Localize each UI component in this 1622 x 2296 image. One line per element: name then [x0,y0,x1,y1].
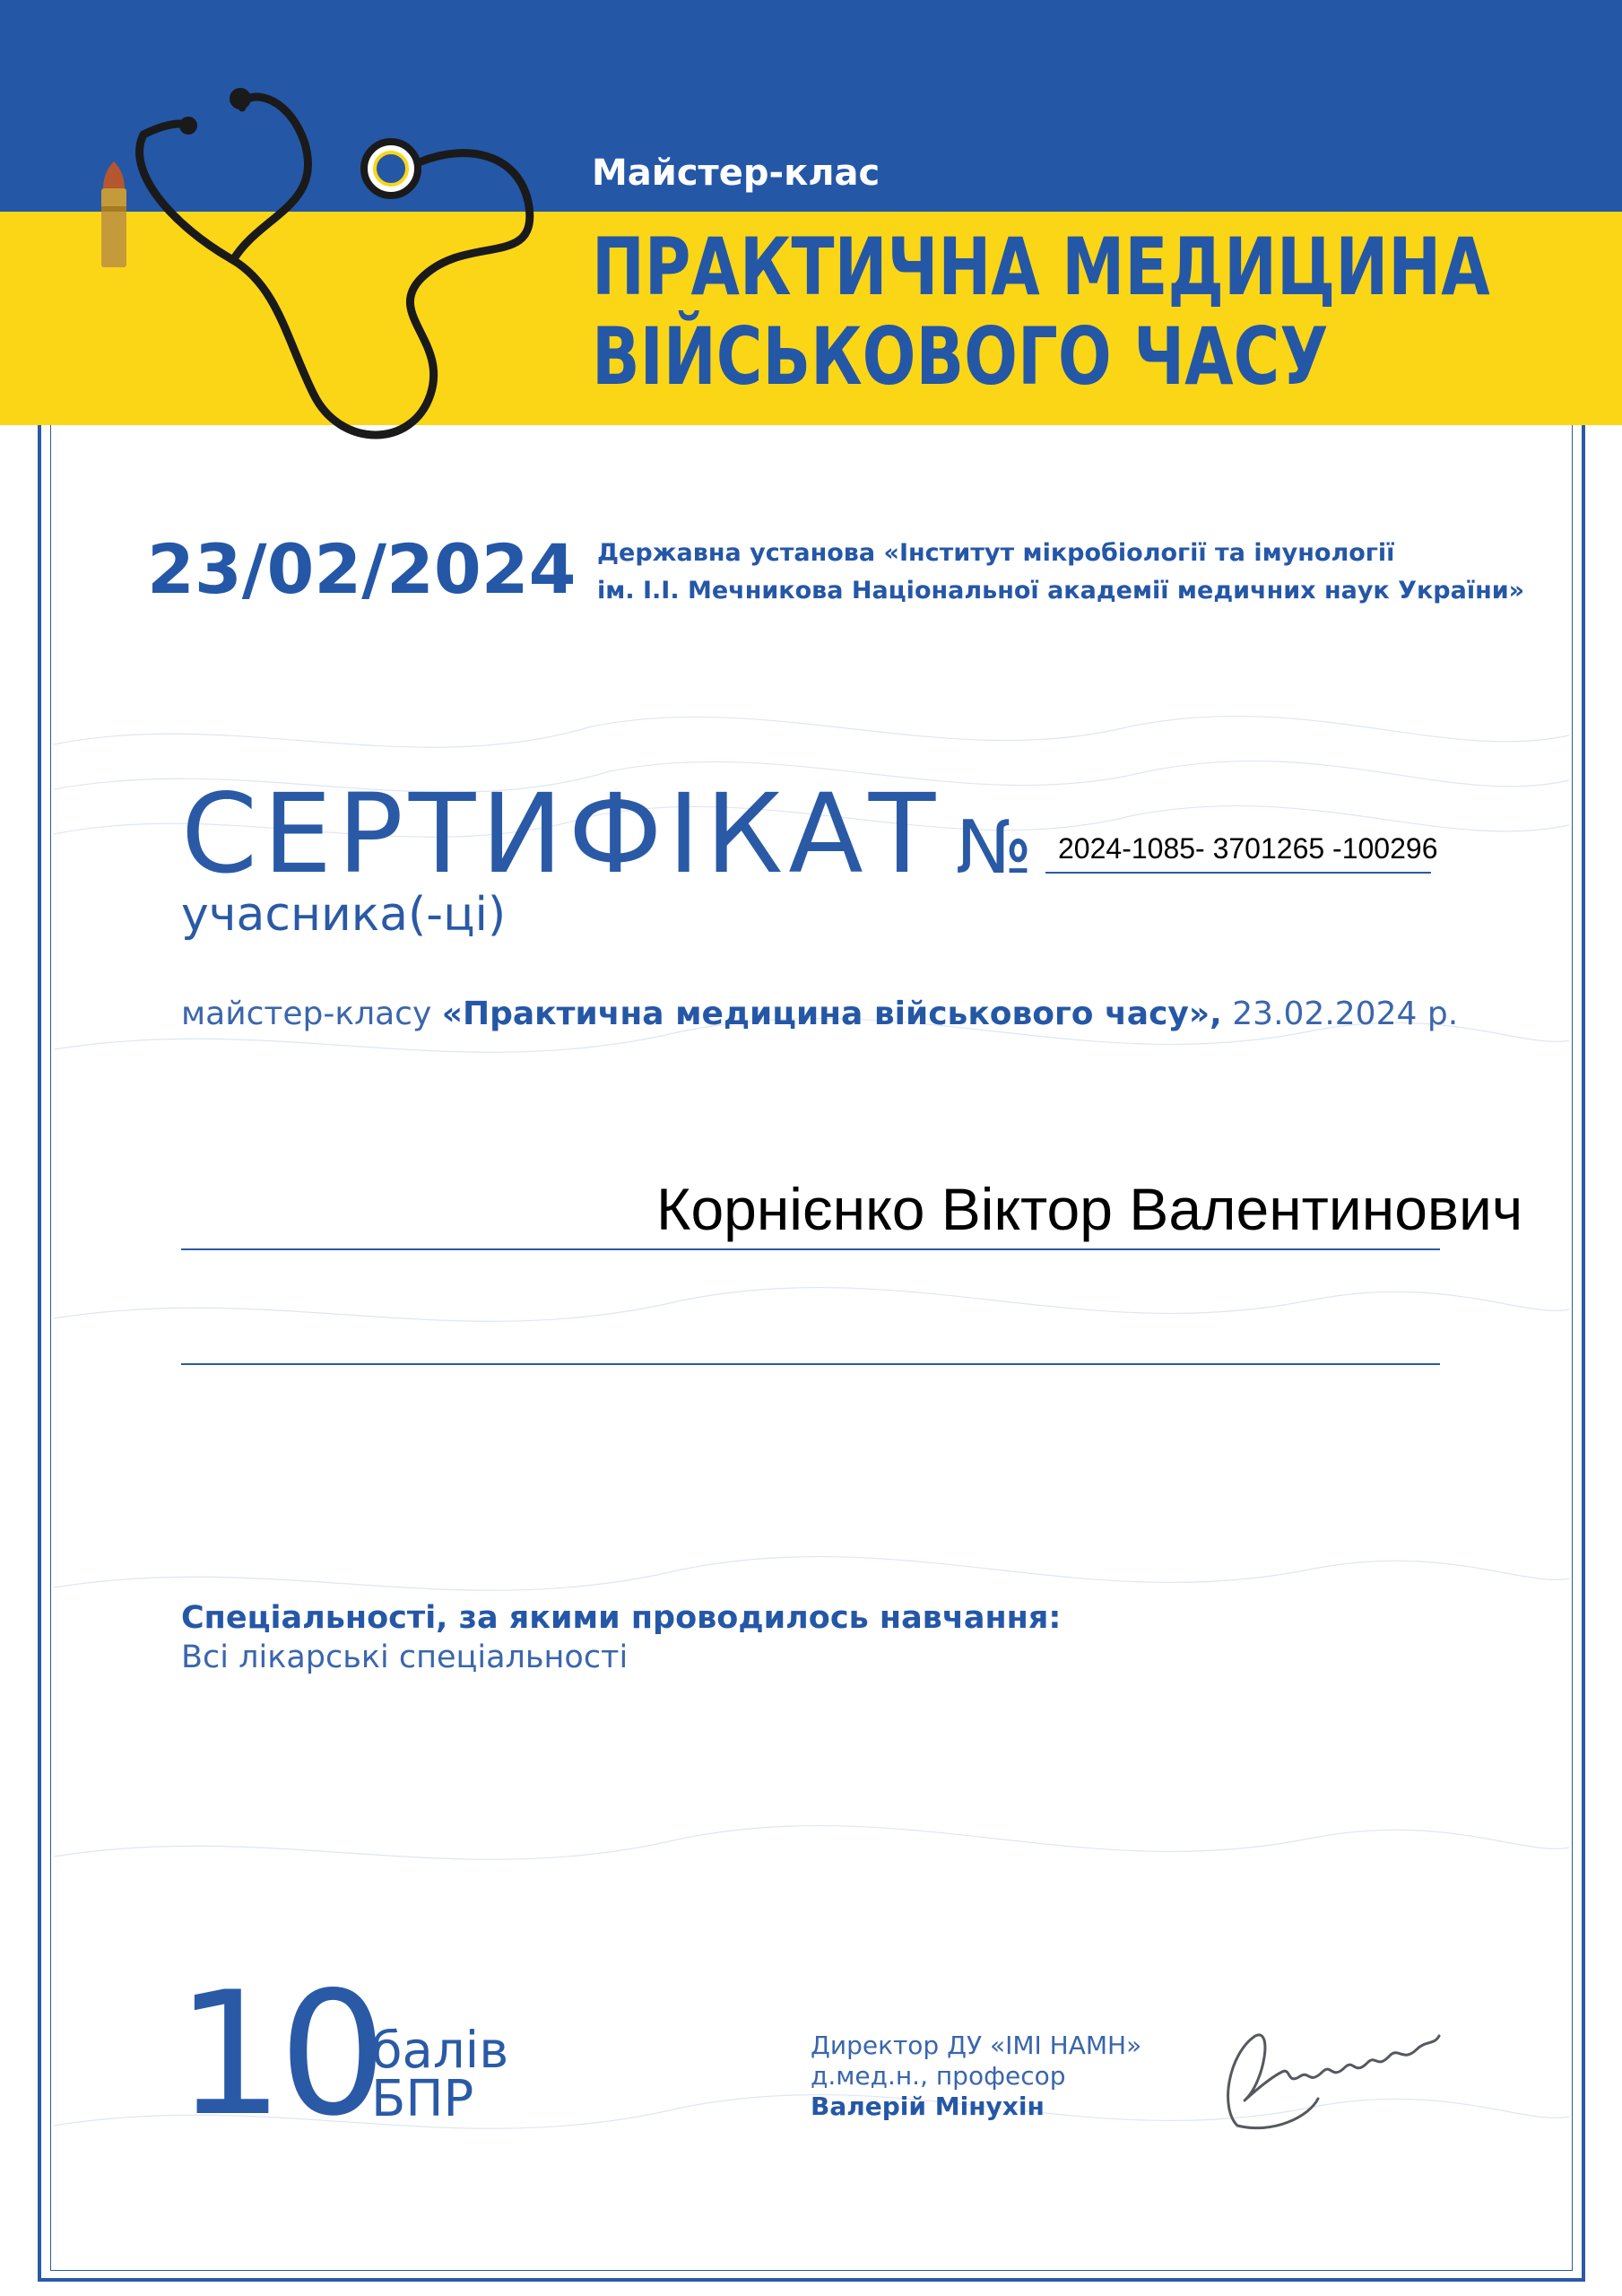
certificate-number-underline [1045,872,1431,874]
points-unit-2: БПР [371,2070,474,2128]
course-description [181,996,1458,1032]
title-line-1: ПРАКТИЧНА МЕДИЦИНА [592,221,1490,313]
director-name: Валерій Мінухін [811,2092,1045,2121]
director-degree: д.мед.н., професор [811,2061,1066,2091]
points-value: 10 [176,1955,382,2153]
course-prefix: майстер-класу [181,996,442,1032]
certificate-number: 2024-1085- 3701265 -100296 [1058,832,1438,865]
masterclass-title [592,221,1490,403]
masterclass-label: Майстер-клас [592,152,880,194]
institution-line-2: ім. І.І. Мечникова Національної академії медичних наук України» [597,577,1525,604]
holder-name: Корнієнко Віктор Валентинович [656,1176,1523,1242]
bullet-icon [101,161,126,267]
specialties-label: Спеціальності, за якими проводилось навчання: [181,1600,1062,1636]
signature-mark [1201,2000,1453,2144]
course-date: 23.02.2024 р. [1221,996,1459,1032]
course-name: «Практична медицина військового часу», [441,996,1222,1032]
points-unit-1: балів [371,2022,509,2080]
institution-name [597,535,1524,610]
title-line-2: ВІЙСЬКОВОГО ЧАСУ [592,310,1329,403]
participant-label: учасника(-ці) [181,888,507,942]
number-sign: № [956,805,1033,891]
certificate-title: СЕРТИФІКАТ [181,770,941,898]
stethoscope-icon [90,72,556,484]
specialties-value: Всі лікарські спеціальності [181,1639,629,1675]
name-underline [181,1248,1440,1250]
director-title: Директор ДУ «ІМІ НАМН» [811,2031,1142,2060]
event-date: 23/02/2024 [147,529,577,609]
blank-underline [181,1363,1440,1365]
institution-line-1: Державна установа «Інститут мікробіології та імунології [597,539,1395,567]
